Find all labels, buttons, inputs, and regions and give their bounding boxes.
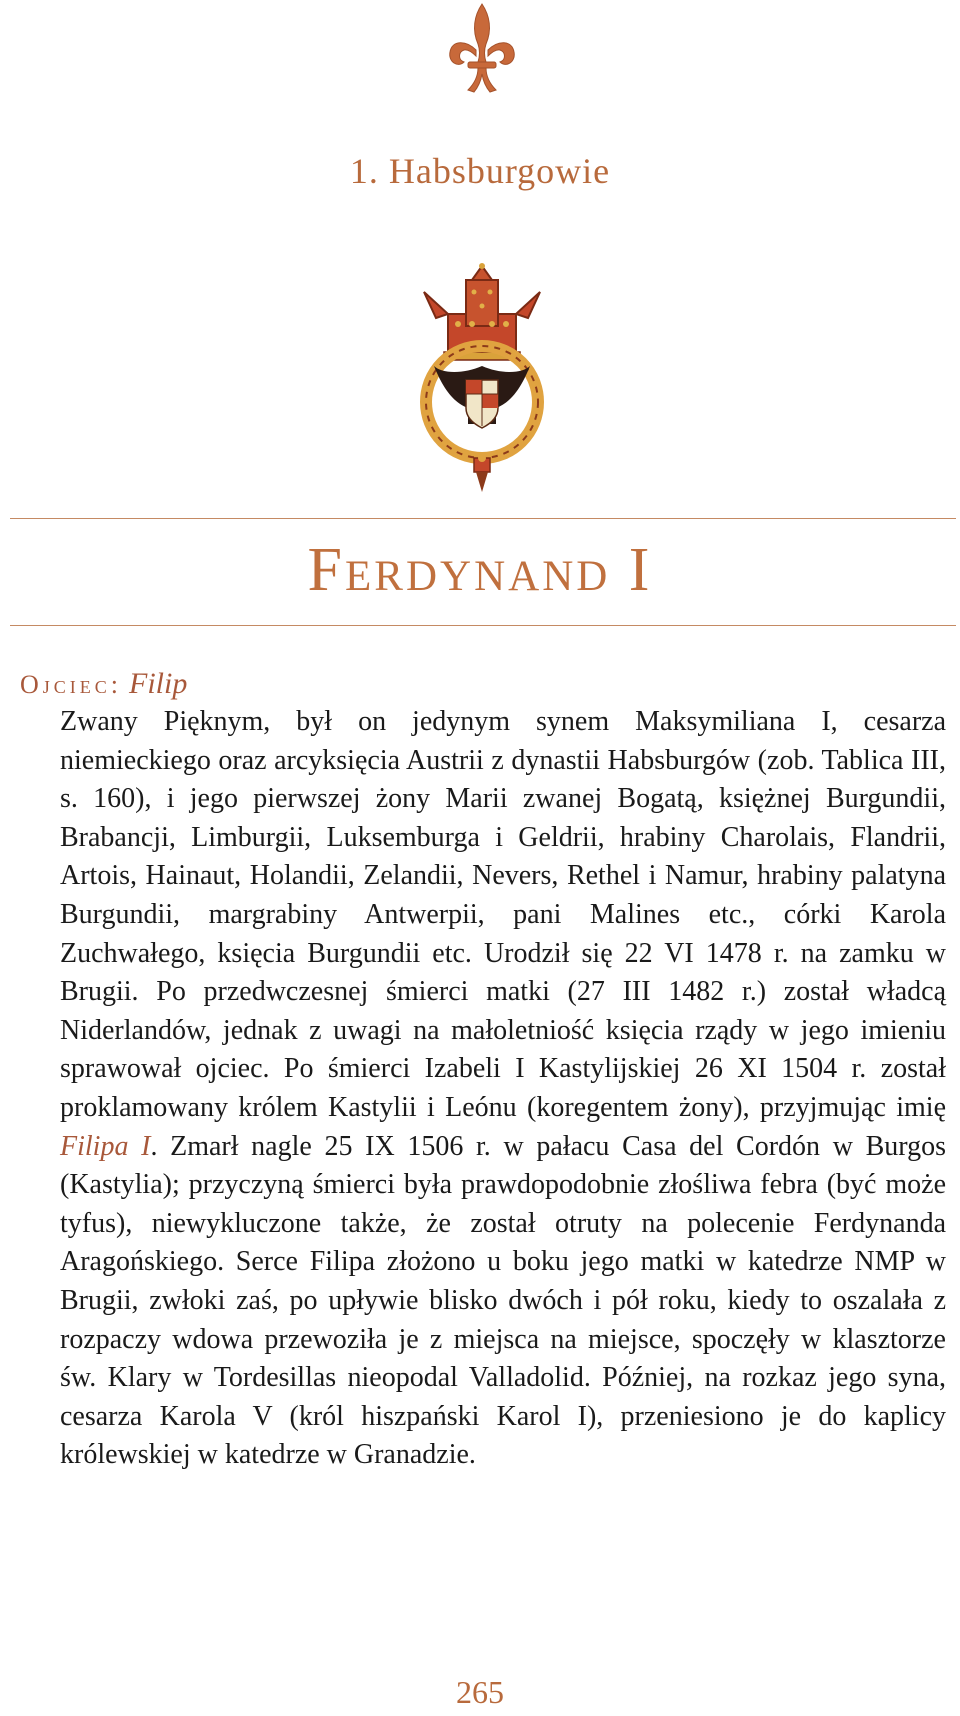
- paragraph-part-1: Zwany Pięknym, był on jedynym synem Maksymiliana I, cesarza niemieckiego oraz arcyksięcia Austrii z dynastii Habsburgów (zob. Tablica III, s. 160), i jego pierwszej żony Marii zwanej Bogatą, księżnej Burgundii, Brabancji, Limburgii, Luksemburga i Geldrii, hrabiny Charolais, Flandrii, Artois, Hainaut, Holandii, Zelandii, Nevers, Rethel i Namur, hrabiny palatyna Burgundii, margrabiny Antwerpii, pani Malines etc., córki Karola Zuchwałego, księcia Burgundii etc. Urodził się 22 VI 1478 r. na zamku w Brugii. Po przedwczesnej śmierci matki (27 III 1482 r.) został władcą Niderlandów, jednak z uwagi na małoletniość księcia rządy w jego imieniu sprawował ojciec. Po śmierci Izabeli I Kastylijskiej 26 XI 1504 r. został proklamowany królem Kastylii i Leónu (koregentem żony), przyjmując imię: [60, 706, 946, 1123]
- divider-bottom: [10, 625, 956, 626]
- biography-paragraph: [60, 703, 946, 1475]
- chapter-title: 1. Habsburgowie: [349, 151, 611, 191]
- paragraph-italic-name: Filipa I: [60, 1130, 151, 1162]
- father-line: [20, 666, 187, 703]
- page-number: 265: [456, 1674, 504, 1710]
- ruler-name-heading: Ferdynand I: [307, 536, 653, 604]
- father-name: Filip: [129, 667, 188, 700]
- fleur-de-lis-icon: [444, 0, 520, 96]
- father-label: Ojciec:: [20, 670, 123, 699]
- paragraph-part-2: . Zmarł nagle 25 IX 1506 r. w pałacu Casa del Cordón w Burgos (Kastylia); przyczyną śmierci była prawdopodobnie złośliwa febra (być może tyfus), niewykluczone także, że został otruty na polecenie Ferdynanda Aragońskiego. Serce Filipa złożono u boku jego matki w katedrze NMP w Brugii, zwłoki zaś, po upływie blisko dwóch i pół roku, kiedy to oszalała z rozpaczy wdowa przewoziła je z miejsca na miejsce, spoczęły w klasztorze św. Klary w Tordesillas nieopodal Valladolid. Później, na rozkaz jego syna, cesarza Karola V (król hiszpański Karol I), przeniesiono je do kaplicy królewskiej w katedrze w Granadzie.: [60, 1130, 947, 1471]
- habsburg-coat-of-arms-icon: [412, 262, 552, 494]
- divider-top: [10, 518, 956, 519]
